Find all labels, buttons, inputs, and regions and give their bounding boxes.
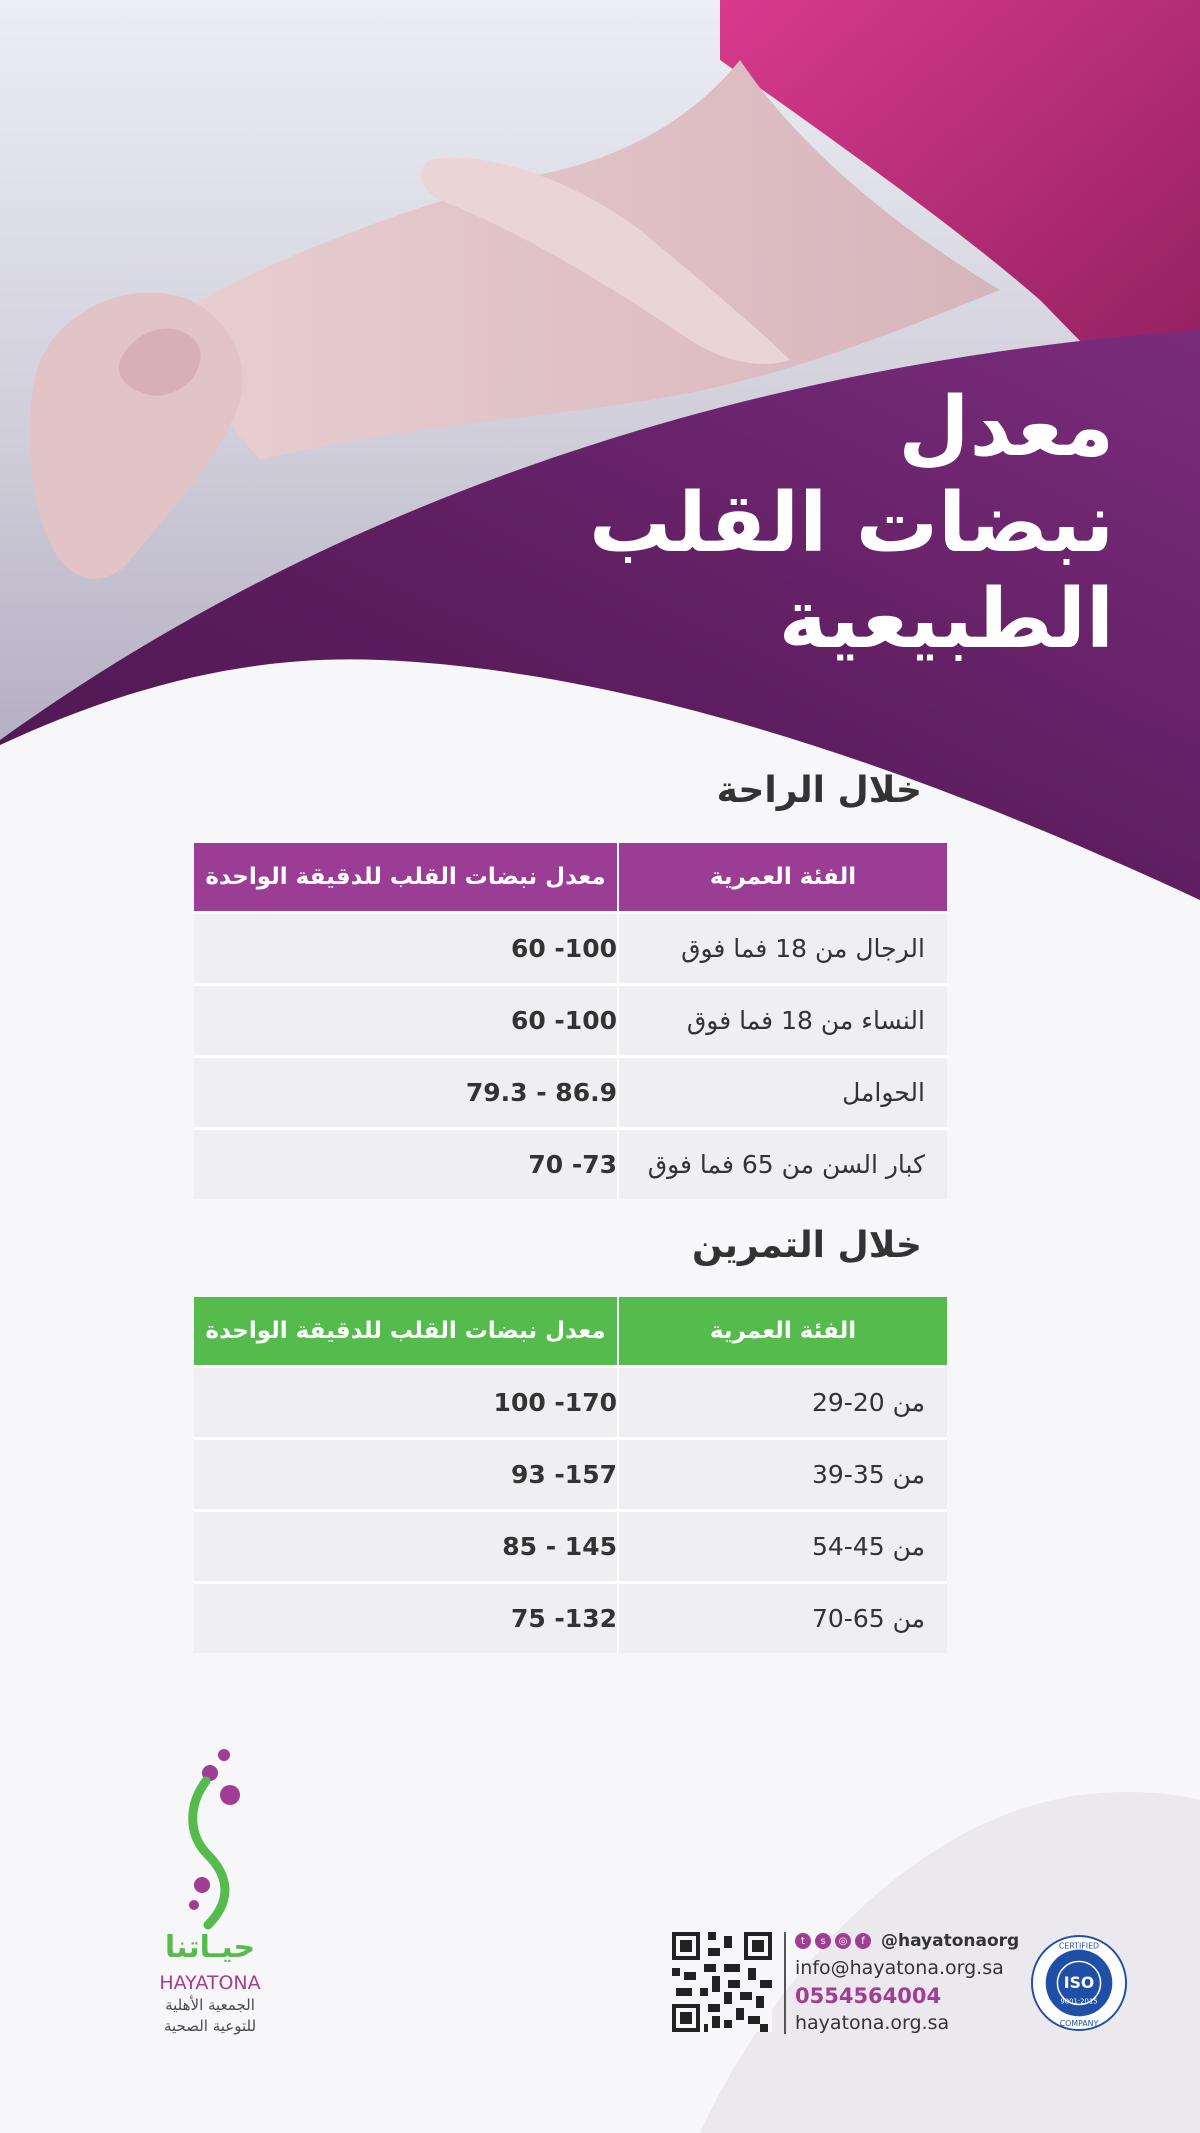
age-group-cell: كبار السن من 65 فما فوق <box>619 1130 947 1199</box>
brand-subtitle-line-1: الجمعية الأهلية <box>165 1996 255 2014</box>
table-row <box>194 1365 947 1437</box>
table-row <box>194 911 947 983</box>
contact-block <box>795 1928 1045 2036</box>
exercise-table <box>194 1297 947 1653</box>
iso-standard-text: 9001:2015 <box>1060 1997 1098 2006</box>
heart-rate-cell: 85 - 145 <box>194 1512 617 1581</box>
page-title <box>554 380 1114 668</box>
exercise-table-header <box>194 1297 947 1365</box>
title-line-2: نبضات القلب <box>589 476 1114 571</box>
contact-divider <box>784 1932 786 2034</box>
table-row <box>194 1581 947 1653</box>
twitter-icon[interactable]: t <box>795 1933 811 1949</box>
age-group-cell: الحوامل <box>619 1058 947 1127</box>
brand-subtitle-line-2: للتوعية الصحية <box>163 2017 257 2035</box>
table-row <box>194 1437 947 1509</box>
iso-top-text: CERTIFIED <box>1058 1941 1100 1951</box>
age-group-cell: النساء من 18 فما فوق <box>619 986 947 1055</box>
heart-rate-cell: 70 -73 <box>194 1130 617 1199</box>
heart-rate-cell: 75 -132 <box>194 1584 617 1653</box>
heart-rate-cell: 60 -100 <box>194 986 617 1055</box>
exercise-col-age-group: الفئة العمرية <box>619 1297 947 1365</box>
iso-mark-text: ISO <box>1063 1972 1095 1992</box>
qr-code-icon[interactable] <box>672 1932 772 2032</box>
email-link[interactable]: info@hayatona.org.sa <box>795 1957 1004 1979</box>
phone-number[interactable]: 0554564004 <box>795 1984 942 2008</box>
heart-rate-cell: 100 -170 <box>194 1368 617 1437</box>
heart-rate-cell: 79.3 - 86.9 <box>194 1058 617 1127</box>
table-row <box>194 983 947 1055</box>
exercise-col-heart-rate: معدل نبضات القلب للدقيقة الواحدة <box>194 1297 617 1365</box>
age-group-cell: الرجال من 18 فما فوق <box>619 914 947 983</box>
heart-rate-cell: 60 -100 <box>194 914 617 983</box>
rest-col-heart-rate: معدل نبضات القلب للدقيقة الواحدة <box>194 843 617 911</box>
table-row <box>194 1509 947 1581</box>
brand-name-arabic: حيـاتنا <box>164 1930 256 1965</box>
age-group-cell: من 20-29 <box>619 1368 947 1437</box>
iso-bottom-text: COMPANY <box>1059 2019 1099 2029</box>
rest-col-age-group: الفئة العمرية <box>619 843 947 911</box>
instagram-icon[interactable]: ◎ <box>835 1933 851 1949</box>
age-group-cell: من 65-70 <box>619 1584 947 1653</box>
title-line-3: الطبيعية <box>778 572 1114 667</box>
facebook-icon[interactable]: f <box>855 1933 871 1949</box>
iso-certified-badge <box>1030 1934 1128 2032</box>
age-group-cell: من 45-54 <box>619 1512 947 1581</box>
rest-heading: خلال الراحة <box>716 770 922 811</box>
table-row <box>194 1055 947 1127</box>
table-row <box>194 1127 947 1199</box>
social-row <box>795 1928 1045 1954</box>
brand-name-english: HAYATONA <box>159 1972 261 1994</box>
rest-table-header <box>194 843 947 911</box>
social-handle[interactable]: @hayatonaorg <box>881 1931 1020 1951</box>
brand-subtitle <box>140 1995 280 2037</box>
exercise-heading: خلال التمرين <box>691 1225 922 1266</box>
title-line-1: معدل <box>898 380 1114 475</box>
snapchat-icon[interactable]: s <box>815 1933 831 1949</box>
age-group-cell: من 35-39 <box>619 1440 947 1509</box>
rest-table <box>194 843 947 1199</box>
heart-rate-cell: 93 -157 <box>194 1440 617 1509</box>
website-link[interactable]: hayatona.org.sa <box>795 2012 950 2034</box>
